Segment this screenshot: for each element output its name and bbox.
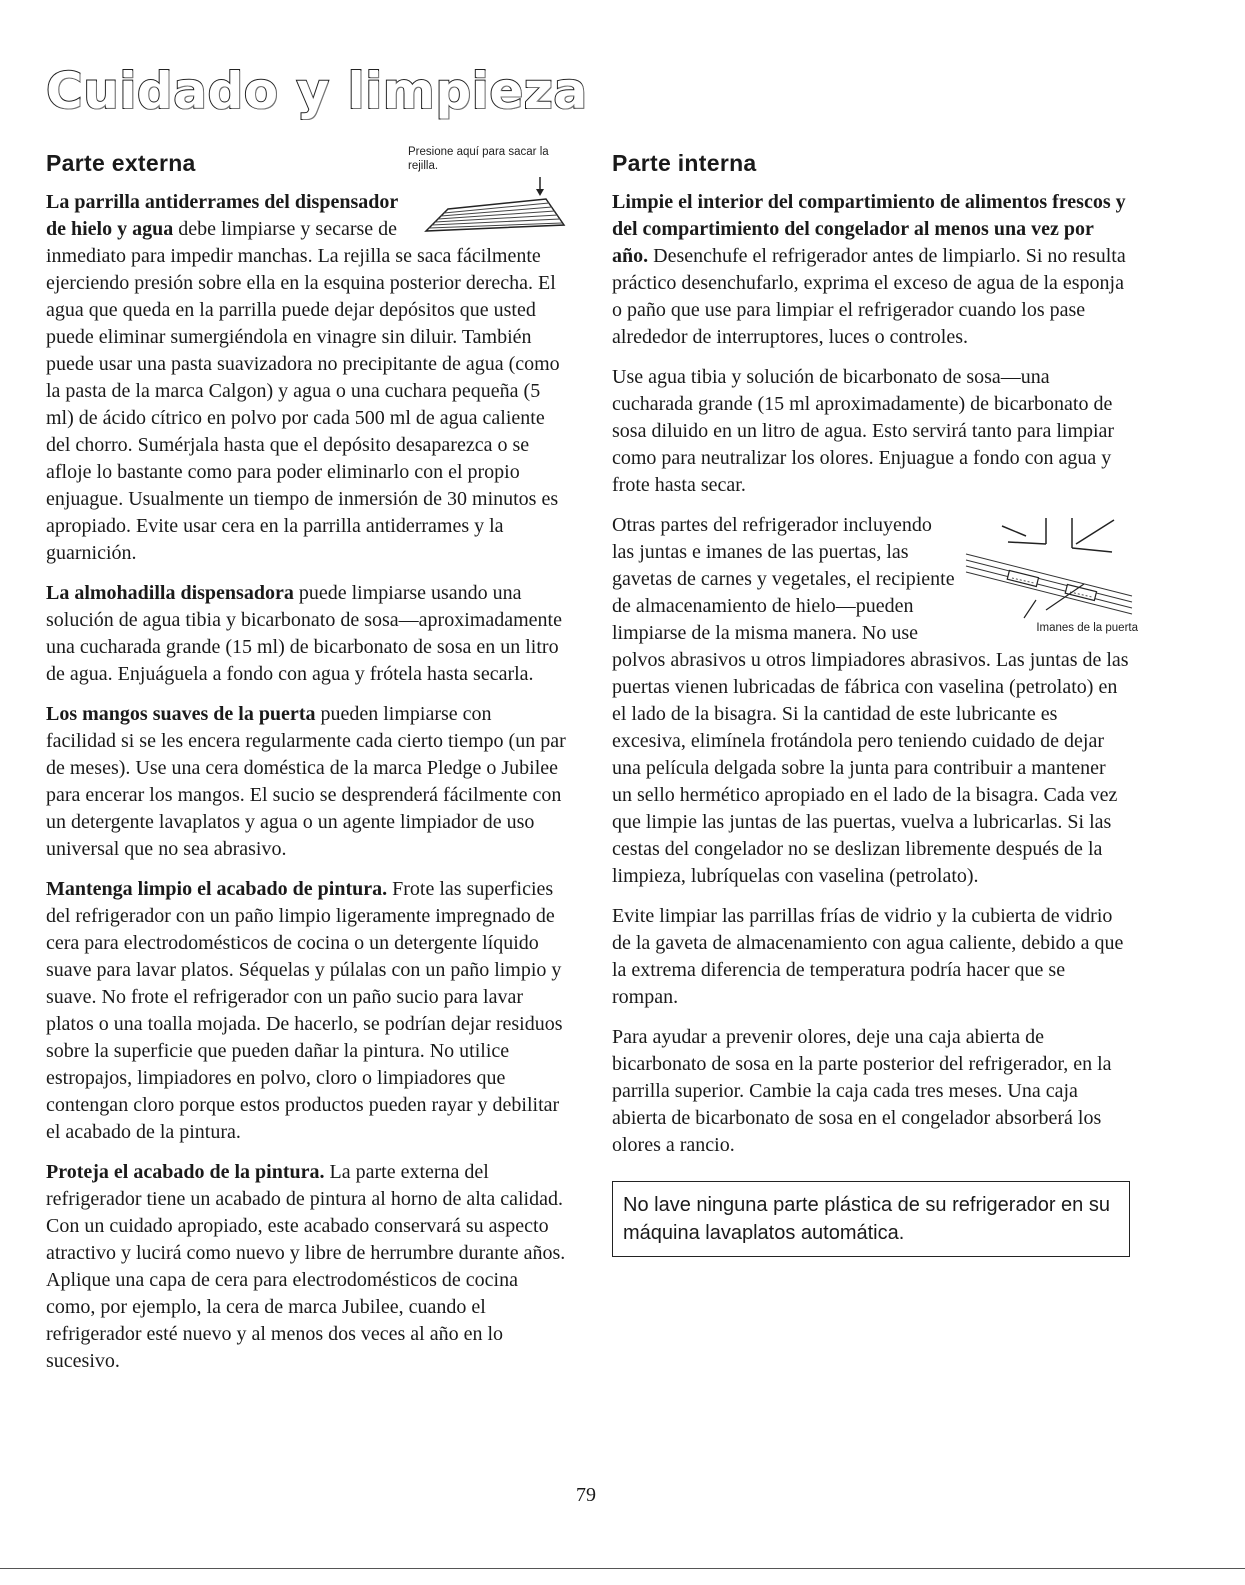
exterior-heading: Parte externa	[46, 150, 196, 176]
drip-tray-figure	[408, 145, 574, 235]
drip-tray-lead: La parrilla antiderrames del dispensador de hielo y agua	[46, 191, 398, 240]
page-title: Cuidado y limpieza	[46, 62, 588, 120]
page-number: 79	[576, 1484, 596, 1506]
protect-finish-text: La parte externa del refrigerador tiene un acabado de pintura al horno de alta calidad. Con un cuidado apropiado, este acabado conservará su aspecto atractivo y lucirá como nuevo y libre de herrumbre durante años. Aplique una capa de cera para electrodomésticos de cocina como, por ejemplo, la cera de marca Jubilee, cuando el refrigerador esté nuevo y al menos dos veces al año en lo sucesivo.	[46, 1161, 566, 1372]
door-handles-lead: Los mangos suaves de la puerta	[46, 703, 316, 725]
dispenser-pad-paragraph	[46, 580, 566, 688]
door-magnets-caption: Imanes de la puerta	[1036, 622, 1138, 634]
clean-interior-text: Desenchufe el refrigerador antes de limpiarlo. Si no resulta práctico desenchufarlo, exprima el exceso de agua de la esponja o paño que use para limpiar el refrigerador cuando los pase alrededor de interruptores, luces o controles.	[612, 245, 1126, 348]
dishwasher-warning-note: No lave ninguna parte plástica de su refrigerador en su máquina lavaplatos automática.	[612, 1181, 1130, 1257]
clean-interior-paragraph	[612, 189, 1130, 351]
door-magnets-figure	[962, 514, 1138, 635]
exterior-section	[46, 146, 566, 1388]
protect-finish-lead: Proteja el acabado de la pintura.	[46, 1161, 325, 1183]
glass-shelves-paragraph: Evite limpiar las parrillas frías de vidrio y la cubierta de vidrio de la gaveta de almacenamiento con agua caliente, debido a que la extrema diferencia de temperatura podría hacer que se rompan.	[612, 905, 1124, 1008]
interior-section	[612, 150, 1138, 1257]
keep-finish-clean-text: Frote las superficies del refrigerador con un paño limpio ligeramente impregnado de cera para electrodomésticos de cocina o un detergente líquido suave para lavar platos. Séquelas y púlalas con un paño limpio y suave. No frote el refrigerador con un paño sucio para lavar platos o una toalla mojada. De hacerlo, se podrían dejar residuos sobre la superficie que pueden dañar la pintura. No utilice estropajos, limpiadores en polvo, cloro o limpiadores que contengan cloro porque estos productos pueden rayar y debilitar el acabado de la pintura.	[46, 878, 563, 1143]
dispenser-pad-text: puede limpiarse usando una solución de agua tibia y bicarbonato de sosa—aproximadamente una cucharada grande (15 ml) de bicarbonato de sosa en un litro de agua. Enjuáguela a fondo con agua y frótela hasta secarla.	[46, 582, 562, 685]
keep-finish-clean-lead: Mantenga limpio el acabado de pintura.	[46, 878, 388, 900]
odor-prevention-paragraph: Para ayudar a prevenir olores, deje una caja abierta de bicarbonato de sosa en la parte posterior del refrigerador, en la parrilla superior. Cambie la caja cada tres meses. Una caja abierta de bicarbonato de sosa en el congelador absorberá los olores a rancio.	[612, 1026, 1112, 1156]
protect-finish-paragraph	[46, 1159, 566, 1375]
interior-heading: Parte interna	[612, 150, 757, 176]
door-handles-paragraph	[46, 701, 566, 863]
baking-soda-solution-paragraph: Use agua tibia y solución de bicarbonato de sosa—una cucharada grande (15 ml aproximadamente) de bicarbonato de sosa diluido en un litro de agua. Esto servirá tanto para limpiar como para neutralizar los olores. Enjuague a fondo con agua y frote hasta secar.	[612, 366, 1115, 496]
door-handles-text: pueden limpiarse con facilidad si se les encera regularmente cada cierto tiempo (un par de meses). Use una cera doméstica de la marca Pledge o Jubilee para encerar los mangos. El sucio se desprenderá fácilmente con un detergente lavaplatos y agua o un agente limpiador de uso universal que no sea abrasivo.	[46, 703, 566, 860]
other-parts-paragraph: Otras partes del refrigerador incluyendo las juntas e imanes de las puertas, las gavetas de carnes y vegetales, el recipiente de almacenamiento de hielo—pueden limpiarse de la misma manera. No use polvos abrasivos u otros limpiadores abrasivos. Las juntas de las puertas vienen lubricadas de fábrica con vaselina (petrolato) en el lado de la bisagra. Si la cantidad de este lubricante es excesiva, elimínela frotándola pero teniendo cuidado de dejar una película delgada sobre la junta para contribuir a mantener un sello hermético apropiado en el lado de la bisagra. Cada vez que limpie las juntas de las puertas, vuelva a lubricarlas. Si las cestas del congelador no se deslizan libremente después de la limpieza, lubríquelas con vaselina (petrolato).	[612, 514, 1129, 887]
drip-tray-paragraph	[46, 189, 566, 567]
keep-finish-clean-paragraph	[46, 876, 566, 1146]
drip-tray-caption: Presione aquí para sacar la rejilla.	[408, 146, 549, 172]
clean-interior-lead: Limpie el interior del compartimiento de alimentos frescos y del compartimiento del congelador al menos una vez por año.	[612, 191, 1126, 267]
drip-tray-text: debe limpiarse y secarse de inmediato para impedir manchas. La rejilla se saca fácilmente ejerciendo presión sobre ella en la esquina posterior derecha. El agua que queda en la parrilla puede dejar depósitos que usted puede eliminar sumergiéndola en vinagre sin diluir. También puede usar una pasta suavizadora no precipitante de agua (como la pasta de la marca Calgon) y agua o una cuchara pequeña (5 ml) de ácido cítrico en polvo por cada 500 ml de agua caliente del chorro. Sumérjala hasta que el depósito desaparezca o se afloje lo bastante como para poder eliminarlo con el propio enjuague. Usualmente un tiempo de inmersión de 30 minutos es apropiado. Evite usar cera en la parrilla antiderrames y la guarnición.	[46, 218, 560, 564]
bottom-rule	[0, 1568, 1245, 1569]
drip-tray-diagram-icon	[408, 175, 568, 235]
dispenser-pad-lead: La almohadilla dispensadora	[46, 582, 294, 604]
door-magnets-diagram-icon	[962, 514, 1138, 622]
